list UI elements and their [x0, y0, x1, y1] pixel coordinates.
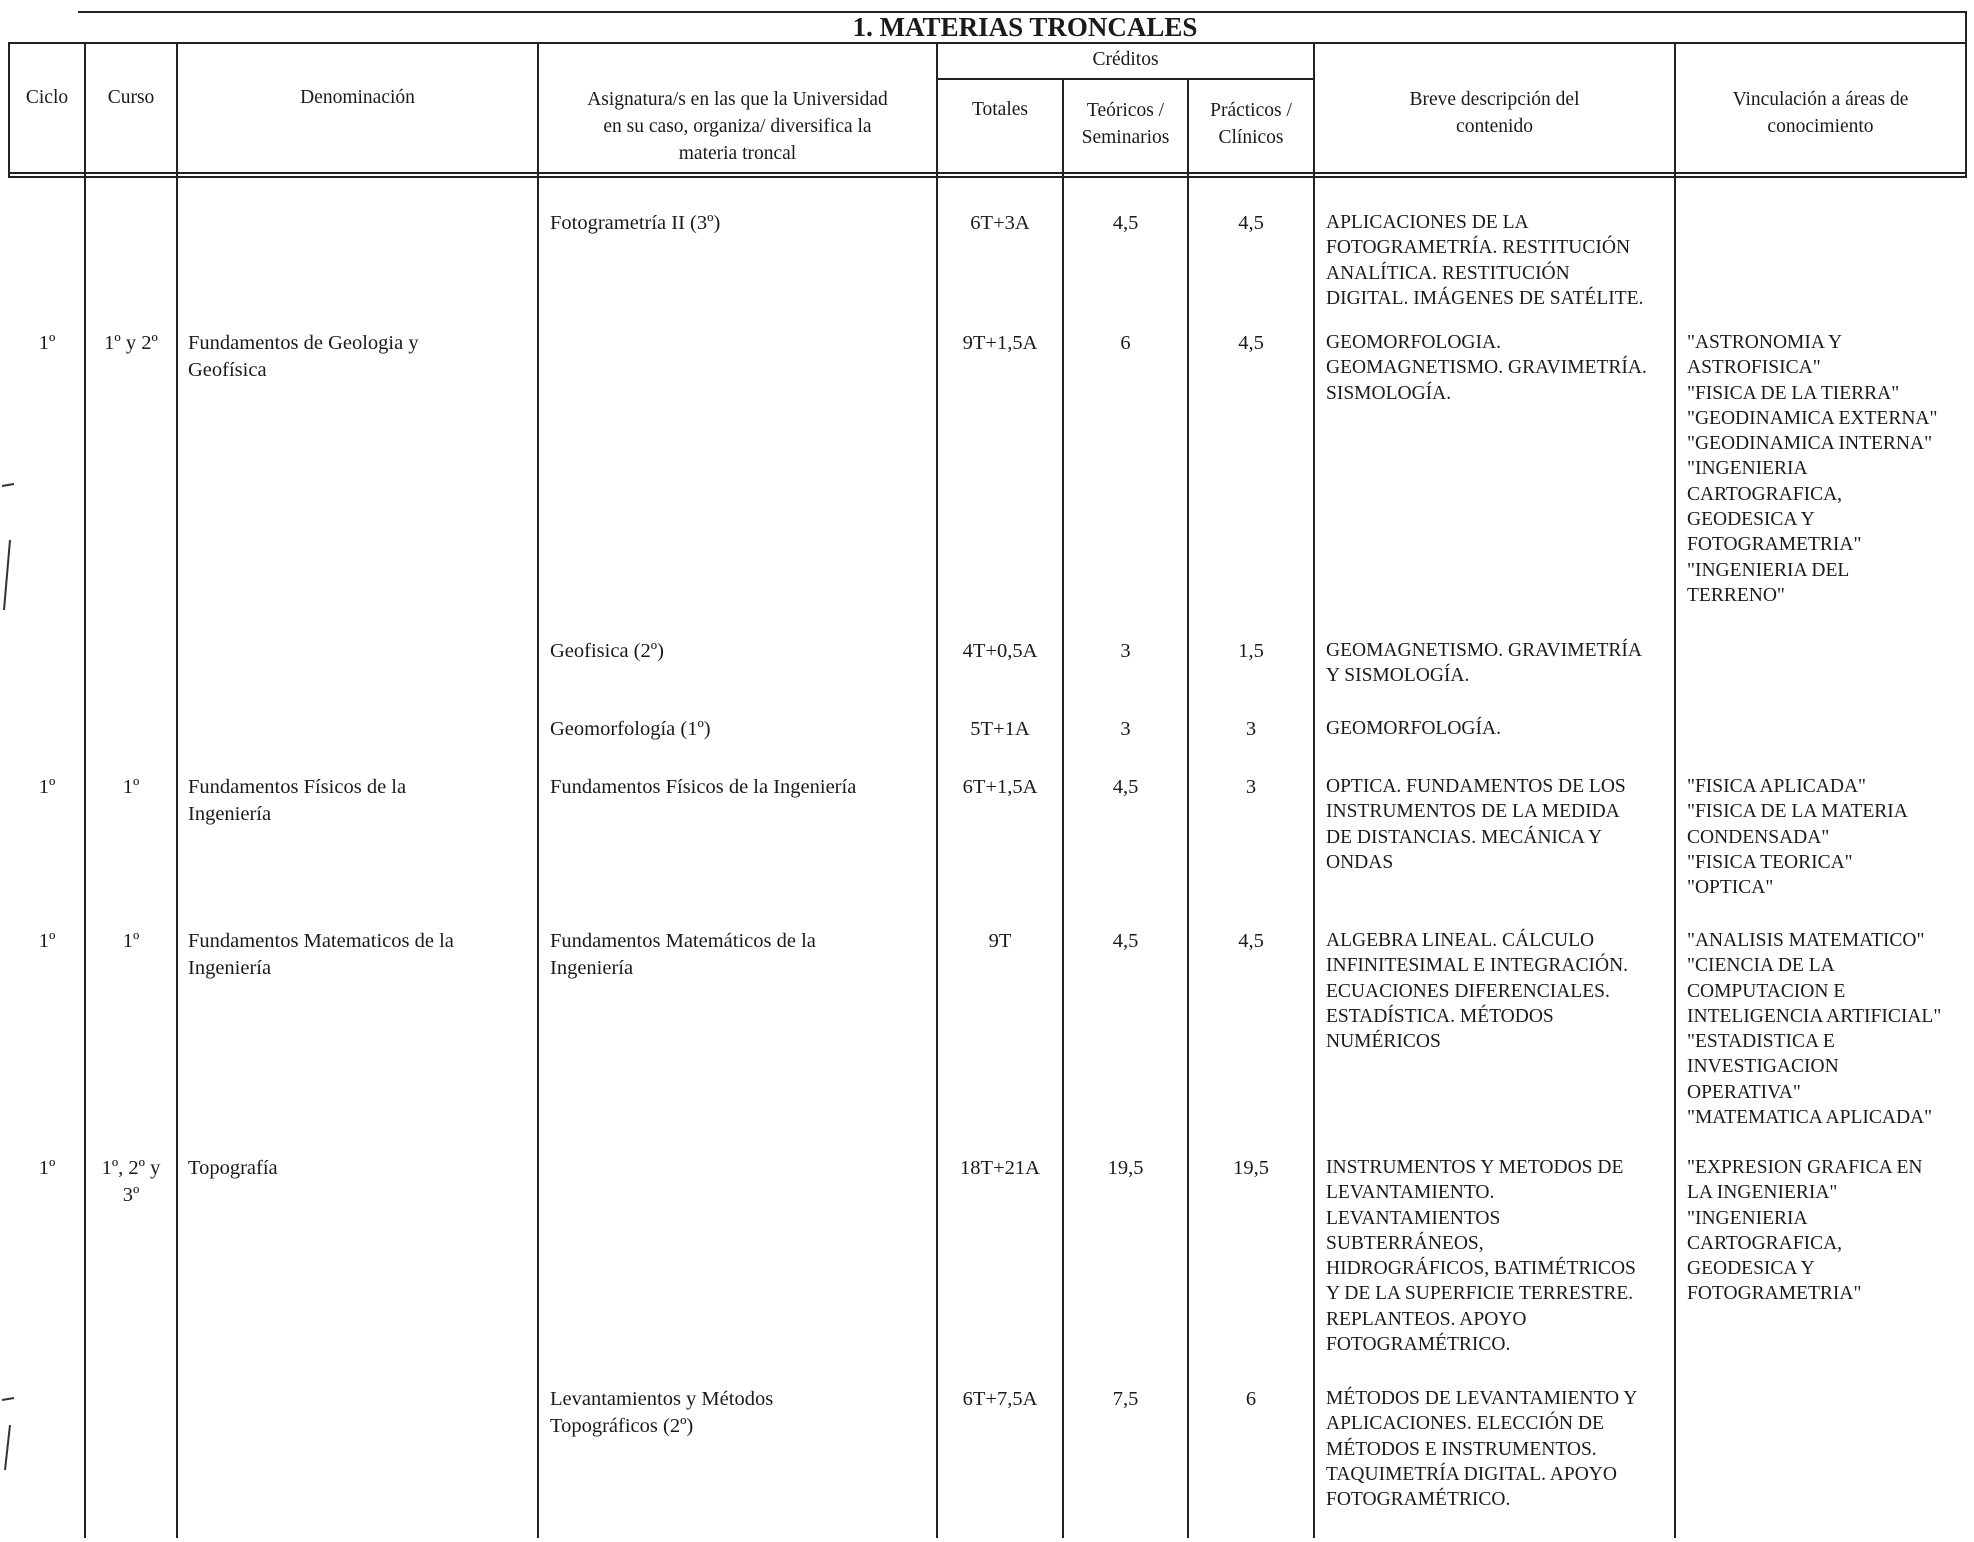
header-denominacion: Denominación [300, 87, 415, 108]
cell-totales: 9T [988, 930, 1012, 952]
cell-descripcion [1326, 210, 1671, 311]
cell-curso [86, 1155, 176, 1209]
cell-areas-line: FOTOGRAMETRIA" [1687, 1283, 1862, 1305]
margin-mark-2 [0, 1395, 20, 1475]
cell-asignatura-line: Fundamentos Físicos de la Ingeniería [550, 776, 857, 798]
cell-teoricos: 7,5 [1112, 1388, 1139, 1410]
cell-descripcion [1326, 330, 1671, 406]
cell-descripcion-line: GEOMAGNETISMO. GRAVIMETRÍA. [1326, 357, 1647, 379]
cell-areas-line: "INGENIERIA [1687, 1207, 1808, 1229]
header-vinculacion [1676, 86, 1965, 140]
cell-totales: 4T+0,5A [962, 640, 1038, 662]
header-practicos-line-2: Clínicos [1218, 127, 1284, 148]
col-line-8 [1674, 42, 1676, 1538]
cell-descripcion-line: Y DE LA SUPERFICIE TERRESTRE. [1326, 1283, 1634, 1305]
cell-areas-line: INTELIGENCIA ARTIFICIAL" [1687, 1005, 1942, 1027]
cell-teoricos: 3 [1120, 718, 1131, 740]
col-line-2 [176, 42, 178, 1538]
cell-areas-line: OPERATIVA" [1687, 1081, 1801, 1103]
cell-descripcion-line: DE DISTANCIAS. MECÁNICA Y [1326, 826, 1603, 848]
cell-asignatura-line: Levantamientos y Métodos [550, 1388, 774, 1410]
cell-denominacion-line: Fundamentos Matematicos de la [188, 930, 454, 952]
cell-areas-line: "FISICA DE LA MATERIA [1687, 801, 1908, 823]
cell-asignatura [550, 928, 934, 982]
cell-denominacion-line: Ingeniería [188, 803, 272, 825]
cell-asignatura [550, 1386, 934, 1440]
cell-descripcion [1326, 638, 1671, 689]
cell-asignatura [550, 774, 934, 801]
cell-areas-line: LA INGENIERIA" [1687, 1182, 1838, 1204]
cell-descripcion-line: OPTICA. FUNDAMENTOS DE LOS [1326, 776, 1626, 797]
title-bottom-border [8, 42, 1966, 44]
cell-teoricos: 19,5 [1107, 1157, 1144, 1179]
cell-areas-line: GEODESICA Y [1687, 1258, 1815, 1280]
cell-practicos: 6 [1245, 1388, 1257, 1410]
header-vinculacion-line-2: conocimiento [1767, 116, 1874, 137]
header-asignatura [539, 86, 936, 167]
header-curso: Curso [107, 87, 155, 108]
cell-areas-line: "ESTADISTICA E [1687, 1031, 1835, 1053]
cell-teoricos: 4,5 [1112, 930, 1139, 952]
cell-ciclo: 1º [38, 930, 56, 952]
cell-practicos: 4,5 [1238, 930, 1264, 952]
cell-denominacion [188, 1155, 533, 1182]
cell-asignatura [550, 210, 934, 237]
cell-descripcion-line: ANALÍTICA. RESTITUCIÓN [1326, 262, 1570, 284]
header-totales: Totales [971, 99, 1029, 120]
cell-areas [1687, 1155, 1972, 1307]
cell-teoricos: 4,5 [1112, 776, 1139, 798]
cell-descripcion-line: FOTOGRAMÉTRICO. [1326, 1489, 1511, 1511]
header-descripcion-line-2: contenido [1456, 116, 1533, 137]
cell-denominacion [188, 774, 533, 828]
cell-descripcion [1326, 774, 1671, 875]
col-line-6 [1187, 78, 1189, 1538]
cell-descripcion-line: GEOMORFOLOGIA. [1326, 332, 1501, 353]
cell-descripcion-line: MÉTODOS E INSTRUMENTOS. [1326, 1438, 1597, 1460]
cell-areas-line: "EXPRESION GRAFICA EN [1687, 1157, 1923, 1178]
cell-curso-line: 1º, 2º y [101, 1157, 161, 1179]
cell-practicos: 3 [1245, 718, 1257, 740]
cell-descripcion-line: ESTADÍSTICA. MÉTODOS [1326, 1005, 1554, 1027]
cell-areas-line: "FISICA DE LA TIERRA" [1687, 382, 1900, 404]
cell-areas-line: COMPUTACION E [1687, 980, 1846, 1002]
header-creditos: Créditos [1092, 49, 1159, 70]
cell-descripcion-line: HIDROGRÁFICOS, BATIMÉTRICOS [1326, 1258, 1636, 1280]
header-descripcion [1315, 86, 1674, 140]
cell-areas-line: "CIENCIA DE LA [1687, 955, 1835, 977]
cell-curso [86, 774, 176, 801]
cell-areas-line: "GEODINAMICA EXTERNA" [1687, 407, 1938, 429]
cell-curso-line: 1º [122, 930, 140, 952]
cell-denominacion [188, 330, 533, 384]
header-teoricos [1064, 97, 1187, 151]
cell-areas [1687, 330, 1972, 608]
cell-practicos: 4,5 [1238, 212, 1264, 234]
cell-areas-line: "ANALISIS MATEMATICO" [1687, 930, 1925, 951]
page-title: 1. MATERIAS TRONCALES [852, 12, 1198, 42]
cell-asignatura-line: Ingeniería [550, 957, 634, 979]
cell-areas-line: CONDENSADA" [1687, 826, 1830, 848]
cell-descripcion [1326, 1386, 1671, 1512]
cell-areas-line: CARTOGRAFICA, [1687, 483, 1843, 505]
cell-totales: 6T+7,5A [962, 1388, 1038, 1410]
cell-areas-line: ASTROFISICA" [1687, 357, 1821, 379]
cell-descripcion-line: LEVANTAMIENTO. [1326, 1182, 1495, 1204]
cell-asignatura-line: Geofisica (2º) [550, 640, 664, 662]
header-vinculacion-line-1: Vinculación a áreas de [1732, 89, 1909, 110]
col-line-3 [537, 42, 539, 1538]
cell-asignatura-line: Geomorfología (1º) [550, 718, 711, 740]
cell-teoricos: 4,5 [1112, 212, 1139, 234]
cell-areas-line: "MATEMATICA APLICADA" [1687, 1107, 1933, 1129]
cell-totales: 5T+1A [970, 718, 1030, 740]
cell-areas [1687, 928, 1972, 1130]
cell-ciclo: 1º [38, 332, 56, 354]
cell-descripcion-line: MÉTODOS DE LEVANTAMIENTO Y [1326, 1388, 1638, 1409]
cell-descripcion-line: ALGEBRA LINEAL. CÁLCULO [1326, 930, 1595, 951]
header-teoricos-line-2: Seminarios [1081, 127, 1170, 148]
cell-areas-line: "FISICA APLICADA" [1687, 776, 1866, 797]
cell-descripcion-line: FOTOGRAMÉTRICO. [1326, 1334, 1511, 1356]
cell-descripcion-line: Y SISMOLOGÍA. [1326, 665, 1470, 687]
cell-totales: 9T+1,5A [962, 332, 1038, 354]
cell-denominacion-line: Geofísica [188, 359, 267, 381]
cell-denominacion-line: Ingeniería [188, 957, 272, 979]
cell-denominacion [188, 928, 533, 982]
cell-denominacion-line: Fundamentos Físicos de la [188, 776, 407, 798]
cell-areas-line: "GEODINAMICA INTERNA" [1687, 433, 1933, 455]
header-asignatura-line-2: en su caso, organiza/ diversifica la [603, 116, 872, 137]
header-ciclo: Ciclo [25, 87, 69, 108]
cell-asignatura [550, 638, 934, 665]
cell-asignatura-line: Fundamentos Matemáticos de la [550, 930, 816, 952]
header-descripcion-line-1: Breve descripción del [1409, 89, 1580, 110]
cell-descripcion [1326, 928, 1671, 1054]
cell-asignatura [550, 716, 934, 743]
cell-asignatura-line: Fotogrametría II (3º) [550, 212, 721, 234]
cell-teoricos: 6 [1120, 332, 1131, 354]
cell-descripcion-line: FOTOGRAMETRÍA. RESTITUCIÓN [1326, 237, 1631, 259]
cell-practicos: 4,5 [1238, 332, 1264, 354]
header-bottom-border [8, 172, 1966, 174]
cell-areas-line: "INGENIERIA [1687, 458, 1808, 480]
cell-descripcion-line: LEVANTAMIENTOS [1326, 1207, 1501, 1229]
cell-descripcion-line: SUBTERRÁNEOS, [1326, 1232, 1484, 1254]
cell-areas [1687, 774, 1972, 900]
cell-areas-line: "ASTRONOMIA Y [1687, 332, 1843, 353]
cell-areas-line: TERRENO" [1687, 584, 1785, 606]
cell-curso [86, 330, 176, 357]
cell-areas-line: "OPTICA" [1687, 877, 1774, 899]
header-bottom-border-2 [8, 176, 1966, 178]
cell-descripcion-line: REPLANTEOS. APOYO [1326, 1308, 1527, 1330]
header-practicos [1189, 97, 1313, 151]
cell-areas-line: CARTOGRAFICA, [1687, 1232, 1843, 1254]
cell-denominacion-line: Fundamentos de Geologia y [188, 332, 419, 354]
cell-practicos: 3 [1245, 776, 1257, 798]
cell-descripcion-line: INFINITESIMAL E INTEGRACIÓN. [1326, 955, 1629, 977]
cell-practicos: 1,5 [1238, 640, 1264, 662]
cell-descripcion-line: ECUACIONES DIFERENCIALES. [1326, 980, 1610, 1002]
cell-descripcion-line: ONDAS [1326, 851, 1394, 873]
cell-curso-line: 3º [122, 1184, 140, 1206]
col-line-7 [1313, 42, 1315, 1538]
cell-areas-line: FOTOGRAMETRIA" [1687, 534, 1862, 556]
header-asignatura-line-3: materia troncal [678, 143, 797, 164]
cell-areas-line: "INGENIERIA DEL [1687, 559, 1850, 581]
cell-ciclo: 1º [38, 776, 56, 798]
cell-areas-line: "FISICA TEORICA" [1687, 851, 1853, 873]
cell-descripcion-line: APLICACIONES DE LA [1326, 212, 1529, 233]
cell-practicos: 19,5 [1233, 1157, 1269, 1179]
cell-descripcion-line: DIGITAL. IMÁGENES DE SATÉLITE. [1326, 287, 1644, 309]
cell-descripcion-line: SISMOLOGÍA. [1326, 382, 1452, 404]
cell-curso [86, 928, 176, 955]
cell-descripcion-line: TAQUIMETRÍA DIGITAL. APOYO [1326, 1463, 1617, 1485]
cell-descripcion-line: INSTRUMENTOS Y METODOS DE [1326, 1157, 1624, 1178]
cell-denominacion-line: Topografía [188, 1157, 278, 1179]
header-practicos-line-1: Prácticos / [1210, 100, 1292, 121]
cell-totales: 18T+21A [960, 1157, 1040, 1179]
cell-totales: 6T+3A [970, 212, 1030, 234]
cell-descripcion-line: APLICACIONES. ELECCIÓN DE [1326, 1413, 1604, 1435]
margin-mark-1 [0, 480, 20, 620]
cell-descripcion [1326, 1155, 1671, 1357]
cell-areas-line: GEODESICA Y [1687, 509, 1815, 531]
cell-curso-line: 1º y 2º [104, 332, 158, 354]
col-line-5 [1062, 78, 1064, 1538]
cell-teoricos: 3 [1120, 640, 1131, 662]
cell-descripcion-line: INSTRUMENTOS DE LA MEDIDA [1326, 801, 1620, 823]
cell-ciclo: 1º [38, 1157, 56, 1179]
cell-descripcion [1326, 716, 1671, 741]
cell-descripcion-line: GEOMAGNETISMO. GRAVIMETRÍA [1326, 640, 1642, 661]
header-teoricos-line-1: Teóricos / [1086, 100, 1165, 121]
cell-areas-line: INVESTIGACION [1687, 1056, 1839, 1078]
cell-asignatura-line: Topográficos (2º) [550, 1415, 694, 1437]
cell-descripcion-line: GEOMORFOLOGÍA. [1326, 718, 1501, 739]
header-asignatura-line-1: Asignatura/s en las que la Universidad [587, 89, 888, 110]
creditos-divider [936, 78, 1314, 80]
cell-curso-line: 1º [122, 776, 140, 798]
cell-totales: 6T+1,5A [962, 776, 1038, 798]
cell-descripcion-line: NUMÉRICOS [1326, 1031, 1441, 1053]
